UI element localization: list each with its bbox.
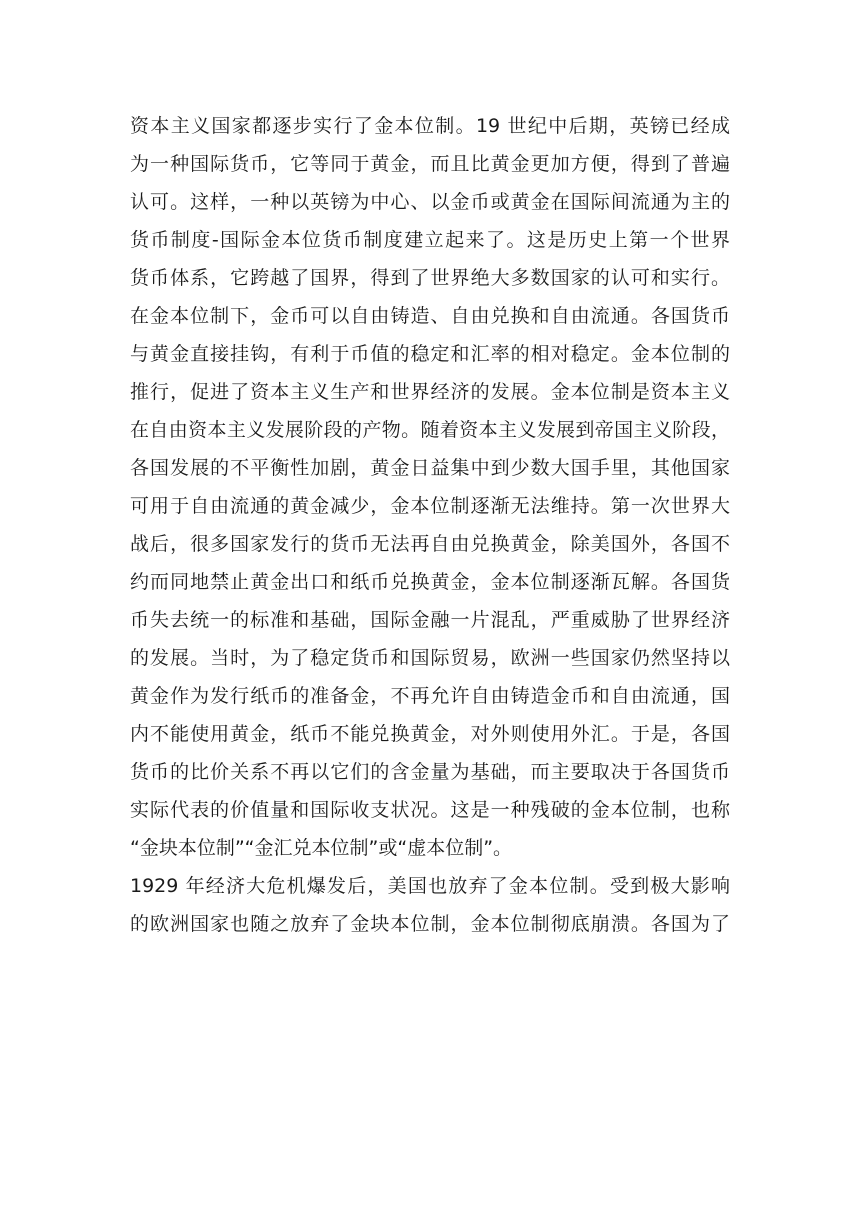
text-line: 资本主义国家都逐步实行了金本位制。19 世纪中后期，英镑已经成 xyxy=(130,115,730,137)
text-line: 货币的比价关系不再以它们的含金量为基础，而主要取决于各国货币 xyxy=(130,761,730,783)
text-line: 货币制度-国际金本位货币制度建立起来了。这是历史上第一个世界 xyxy=(130,229,730,251)
text-line: 在金本位制下，金币可以自由铸造、自由兑换和自由流通。各国货币 xyxy=(130,305,730,327)
text-line: 认可。这样，一种以英镑为中心、以金币或黄金在国际间流通为主的 xyxy=(130,191,730,213)
text-line: 黄金作为发行纸币的准备金，不再允许自由铸造金币和自由流通，国 xyxy=(130,685,730,707)
text-line: 可用于自由流通的黄金减少，金本位制逐渐无法维持。第一次世界大 xyxy=(130,495,730,517)
text-line: 货币体系，它跨越了国界，得到了世界绝大多数国家的认可和实行。 xyxy=(130,267,730,289)
text-line: 的发展。当时，为了稳定货币和国际贸易，欧洲一些国家仍然坚持以 xyxy=(130,647,730,669)
text-line: 内不能使用黄金，纸币不能兑换黄金，对外则使用外汇。于是，各国 xyxy=(130,723,730,745)
text-line: 在自由资本主义发展阶段的产物。随着资本主义发展到帝国主义阶段， xyxy=(130,419,730,441)
paragraph-1 xyxy=(130,107,730,867)
text-line: 的欧洲国家也随之放弃了金块本位制，金本位制彻底崩溃。各国为了 xyxy=(130,913,730,935)
paragraph-2 xyxy=(130,867,730,943)
text-line: 与黄金直接挂钩，有利于币值的稳定和汇率的相对稳定。金本位制的 xyxy=(130,343,730,365)
text-line: 实际代表的价值量和国际收支状况。这是一种残破的金本位制，也称 xyxy=(130,799,730,821)
text-line: 币失去统一的标准和基础，国际金融一片混乱，严重威胁了世界经济 xyxy=(130,609,730,631)
text-line: 为一种国际货币，它等同于黄金，而且比黄金更加方便，得到了普遍 xyxy=(130,153,730,175)
text-line: 战后，很多国家发行的货币无法再自由兑换黄金，除美国外，各国不 xyxy=(130,533,730,555)
text-line: 各国发展的不平衡性加剧，黄金日益集中到少数大国手里，其他国家 xyxy=(130,457,730,479)
text-line: 约而同地禁止黄金出口和纸币兑换黄金，金本位制逐渐瓦解。各国货 xyxy=(130,571,730,593)
document-body xyxy=(130,107,730,943)
text-line: 推行，促进了资本主义生产和世界经济的发展。金本位制是资本主义 xyxy=(130,381,730,403)
text-line: “金块本位制”“金汇兑本位制”或“虚本位制”。 xyxy=(130,837,513,859)
text-line: 1929 年经济大危机爆发后，美国也放弃了金本位制。受到极大影响 xyxy=(130,875,730,897)
